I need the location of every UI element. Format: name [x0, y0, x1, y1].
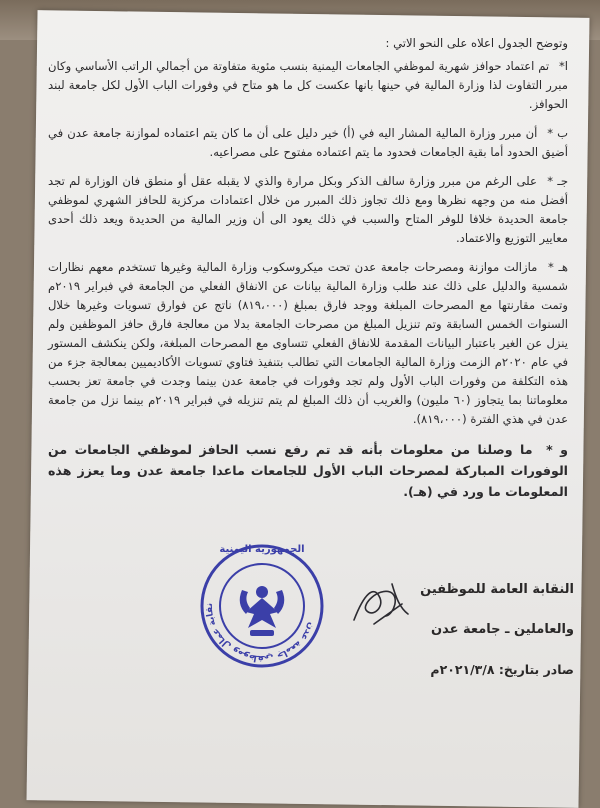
letter-body	[48, 34, 568, 512]
paragraph-b	[48, 124, 568, 162]
paragraph-b-marker: ب *	[547, 126, 568, 140]
paragraph-e-marker: هـ *	[548, 260, 569, 274]
union-name-line2: والعاملين ـ جامعة عدن	[430, 622, 574, 637]
intro-line: وتوضح الجدول اعلاه على النحو الاتي :	[385, 36, 568, 50]
union-stamp	[196, 534, 328, 672]
paragraph-b-text: أن مبرر وزارة المالية المشار اليه في (أ) خير دليل على أن ما كان يتم اعتماده لموازنة جامعة عدن في أضيق الحدود أما بقية الجامعات فحدود ما يتم اعتماده مفتوح على مصراعيه.	[48, 126, 568, 159]
paragraph-a-text: تم اعتماد حوافز شهرية لموظفي الجامعات اليمنية بنسب مئوية متفاوتة من أجمالي الراتب الأساسي وكان مبرر التفاوت لذا وزارة المالية في حينها بانها عكست كل ما هو متاح في وفورات الباب الأول لكل جامعة لبند الحوافز.	[48, 59, 568, 111]
paragraph-e	[48, 258, 568, 429]
paragraph-c-marker: جـ *	[547, 174, 568, 188]
closing-marker: و *	[546, 442, 568, 457]
stamp-top-text: الجمهورية اليمنية	[219, 544, 305, 555]
stamp-ring-text: نقابة عمال وموظفي جامعة عدن	[204, 602, 317, 664]
paragraph-c	[48, 172, 568, 248]
paragraph-c-text: على الرغم من مبرر وزارة سالف الذكر وبكل مرارة والذي لا يقبله عقل أو منطق فان الوزارة لم تجد أفضل منه من وجهه نظرها ومع ذلك تجاوز ذلك المبرر من خلال اعتمادات مركزية للحافز الشهري لموظفي جامعة الحديدة خلافا للوفر المتاح والسبب في ذلك يعود الى أن وزير المالية من الحديدة ويعد ذلك أحدى معايير التوزيع والاعتماد.	[48, 174, 568, 245]
paragraph-a	[48, 57, 568, 114]
signature-block	[420, 570, 574, 690]
closing-paragraph	[48, 439, 568, 502]
issue-date: صادر بتاريخ: ٢٠٢١/٣/٨م	[430, 662, 574, 677]
union-name-line1: النقابة العامة للموظفين	[420, 582, 574, 597]
paragraph-e-text: مازالت موازنة ومصرحات جامعة عدن تحت ميكروسكوب وزارة المالية وغيرها تستخدم معهم نظارات شمسية والدليل على ذلك عند طلب وزارة المالية بيانات عن الانفاق الفعلي من الجامعة في فبراير ٢٠١٩م وتمت مقارنتها مع المصرحات المبلغة ووجد فارق بمبلغ (٨١٩،٠٠٠) ناتج عن فوارق تسويات وغيرها خلال السنوات الخمس السابقة وتم تنزيل المبلغ من مصرحات الجامعة بدلا من معالجة فارق حافز الموظفين ولم ينزل عن الغير باعتبار البيانات المقدمة للانفاق الفعلي تتساوى مع المصرحات المبلغة، ولكن ينكشف المستور في عام ٢٠٢٠م الزمت وزارة المالية الجامعات التي تطالب بتنفيذ فتاوي تسويات الأكاديميين بمعالجة جزء من هذه التكلفة من وفورات الباب الأول ولم تجد وفورات في جامعة عدن بينما وجدت في جامعة تعز بحسب معلوماتنا بما يتجاوز (٦٠ مليون) والغريب أن ذلك المبلغ لم يتم تنزيله في فبراير ٢٠١٩م بينما نزل من جامعة عدن في هذي الفترة (٨١٩،٠٠٠).	[48, 260, 568, 426]
eagle-emblem-icon	[240, 586, 285, 636]
closing-text: ما وصلنا من معلومات بأنه قد تم رفع نسب الحافز لموظفي الجامعات من الوفورات المباركة لمصرحات الباب الأول للجامعات ماعدا جامعة عدن وما يعزز هذه المعلومات ما ورد في (هـ).	[48, 442, 568, 499]
paragraph-a-marker: ا*	[558, 59, 568, 73]
handwritten-signature	[344, 574, 416, 630]
